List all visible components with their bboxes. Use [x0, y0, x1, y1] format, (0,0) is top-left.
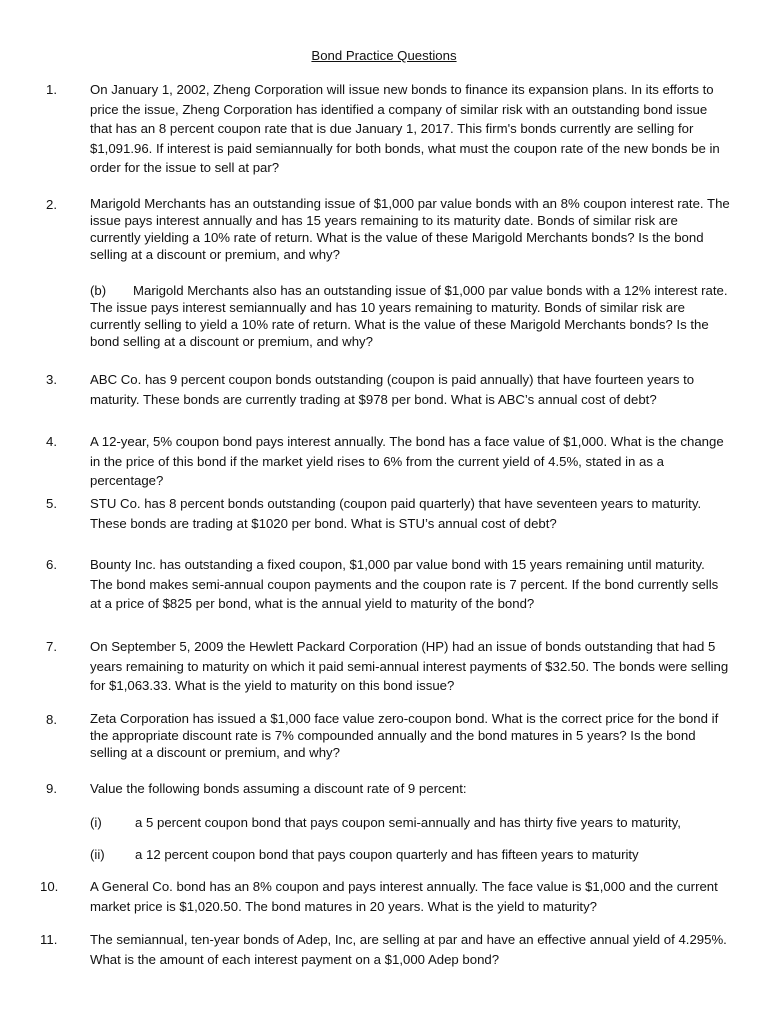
- question-part-b: [90, 282, 730, 350]
- question-text: A 12-year, 5% coupon bond pays interest annually. The bond has a face value of $1,000. What is the change in the price of this bond if the market yield rises to 6% from the current yield of 4.5%, stated in as a percentage?: [90, 434, 724, 488]
- question-text: On September 5, 2009 the Hewlett Packard Corporation (HP) had an issue of bonds outstanding that had 5 years remaining to maturity on which it paid semi-annual interest payments of $32.50. The bonds were selling for $1,063.33. What is the yield to maturity on this bond issue?: [90, 639, 729, 693]
- question-text: On January 1, 2002, Zheng Corporation will issue new bonds to finance its expansion plans. In its efforts to price the issue, Zheng Corporation has identified a company of similar risk with an outstanding bond issue that has an 8 percent coupon rate that is due January 1, 2017. This firm's bonds currently are selling for $1,091.96. If interest is paid semiannually for both bonds, what must the coupon rate of the new bonds be in order for the issue to sell at par?: [90, 82, 720, 175]
- question-number: 11.: [40, 932, 58, 947]
- part-b-text: Marigold Merchants also has an outstanding issue of $1,000 par value bonds with a 12% interest rate. The issue pays interest semiannually and has 10 years remaining to maturity. Bonds of similar risk are currently selling to yield a 10% rate of return. What is the value of these Marigold Merchants bonds? Is the bond selling at a discount or premium, and why?: [90, 283, 728, 349]
- question-text: Zeta Corporation has issued a $1,000 face value zero-coupon bond. What is the correct price for the bond if the appropriate discount rate is 7% compounded annually and the bond matures in 5 years? Is the bond selling at a discount or premium, and why?: [90, 711, 719, 760]
- question-number: 1.: [46, 82, 57, 97]
- question-number: 6.: [46, 557, 57, 572]
- question-number: 10.: [40, 879, 59, 894]
- question-text: STU Co. has 8 percent bonds outstanding (coupon paid quarterly) that have seventeen years to maturity. These bonds are trading at $1020 per bond. What is STU’s annual cost of debt?: [90, 496, 702, 531]
- question-number: 8.: [46, 712, 57, 727]
- item-label: (ii): [90, 847, 105, 862]
- item-text: a 5 percent coupon bond that pays coupon semi-annually and has thirty five years to maturity,: [135, 815, 681, 830]
- question-text: ABC Co. has 9 percent coupon bonds outstanding (coupon is paid annually) that have fourteen years to maturity. These bonds are currently trading at $978 per bond. What is ABC’s annual cost of debt?: [90, 372, 695, 407]
- item-label: (i): [90, 815, 102, 830]
- question-number: 7.: [46, 639, 57, 654]
- question-text: The semiannual, ten-year bonds of Adep, Inc, are selling at par and have an effective annual yield of 4.295%. What is the amount of each interest payment on a $1,000 Adep bond?: [90, 932, 727, 967]
- question-number: 5.: [46, 496, 57, 511]
- question-number: 4.: [46, 434, 57, 449]
- part-b-label: (b): [90, 283, 107, 298]
- question-text: Value the following bonds assuming a discount rate of 9 percent:: [90, 781, 467, 796]
- question-text: A General Co. bond has an 8% coupon and pays interest annually. The face value is $1,000 and the current market price is $1,020.50. The bond matures in 20 years. What is the yield to maturity?: [90, 879, 718, 914]
- question-number: 2.: [46, 197, 57, 212]
- question-number: 3.: [46, 372, 57, 387]
- question-number: 9.: [46, 781, 57, 796]
- question-text: Marigold Merchants has an outstanding issue of $1,000 par value bonds with an 8% coupon interest rate. The issue pays interest annually and has 15 years remaining to its maturity date. Bonds of similar risk are currently yielding a 10% rate of return. What is the value of these Marigold Merchants bonds? Is the bond selling at a discount or premium, and why?: [90, 196, 730, 262]
- item-text: a 12 percent coupon bond that pays coupon quarterly and has fifteen years to maturity: [135, 847, 639, 862]
- document-title: Bond Practice Questions: [311, 48, 457, 63]
- question-text: Bounty Inc. has outstanding a fixed coupon, $1,000 par value bond with 15 years remaining until maturity. The bond makes semi-annual coupon payments and the coupon rate is 7 percent. If the bond currently sells at a price of $825 per bond, what is the annual yield to maturity of the bond?: [90, 557, 719, 611]
